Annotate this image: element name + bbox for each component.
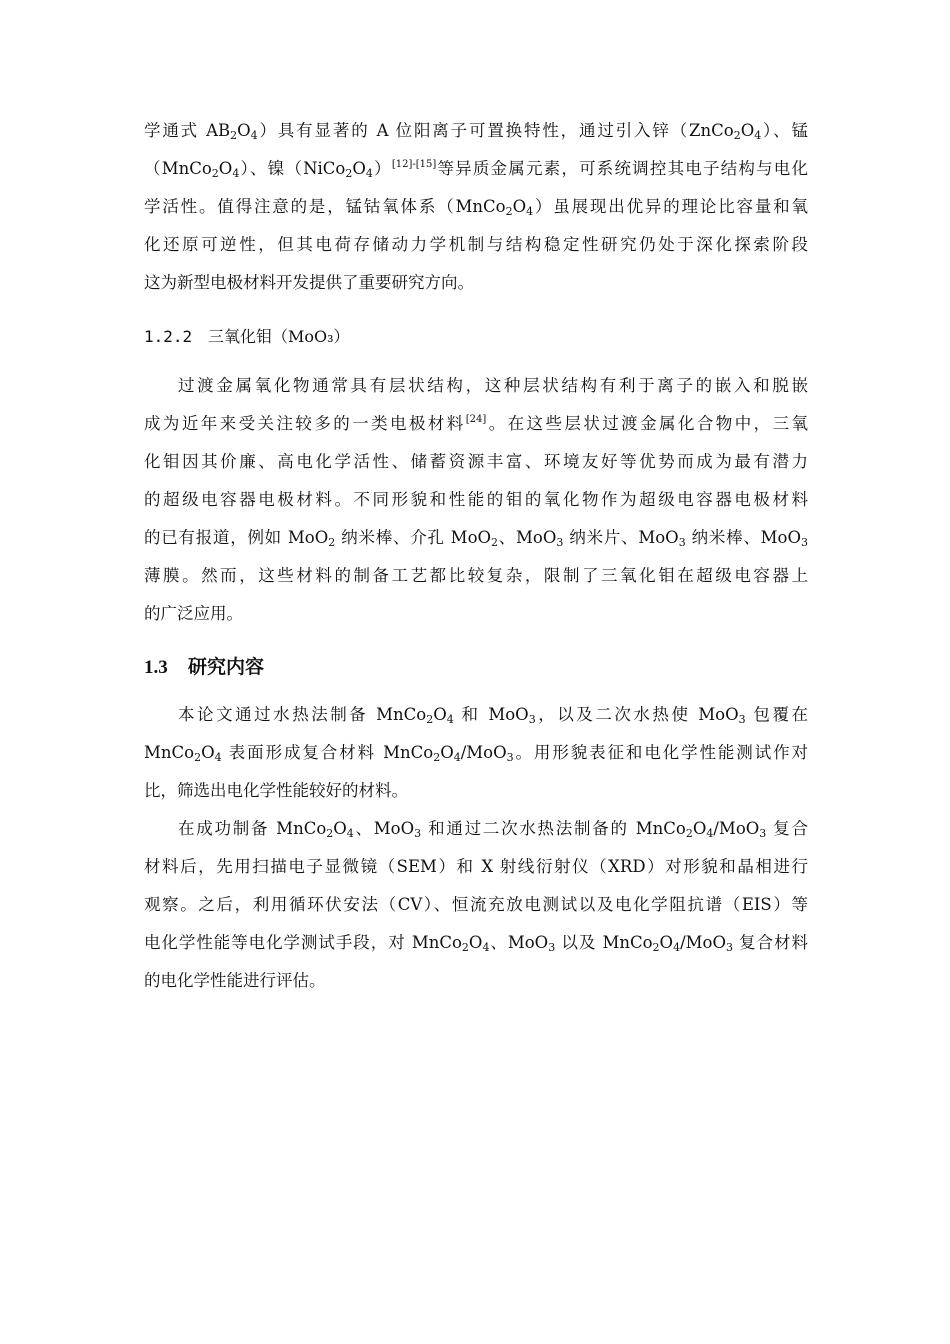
section-heading <box>144 318 808 356</box>
paragraph-line: 电化学性能等电化学测试手段，对 $MnCo_2O_4$、MoO$_3$ 以及 $MnCo_2O_4/MoO_3$ 复合材料 <box>144 933 808 954</box>
paragraph-line: 材料后，先用扫描电子显微镜（SEM）和 X 射线衍射仪（XRD）对形貌和晶相进行 <box>144 857 808 876</box>
citation: [24] <box>465 414 487 425</box>
section-title: 三氧化钼（MoO₃） <box>208 327 350 346</box>
paragraph-line: 学通式 $AB_2O_4$）具有显著的 A 位阳离子可置换特性，通过引入锌$(ZnCo_2O_4)$、锰 <box>144 121 808 142</box>
paragraph-line: 过渡金属氧化物通常具有层状结构，这种层状结构有利于离子的嵌入和脱嵌 <box>178 376 808 395</box>
paragraph-line: 的广泛应用。 <box>144 604 243 623</box>
section-heading <box>144 648 808 686</box>
citation: [12]-[15] <box>391 159 437 170</box>
paragraph-line: 在成功制备 $MnCo_2O_4$、MoO$_3$ 和通过二次水热法制备的 $MnCo_2O_4/MoO_3$ 复合 <box>178 819 809 840</box>
section-number: 1.2.2 <box>144 327 193 346</box>
paragraph-line: $(MnCo_2O_4)$、镍$(NiCo_2O_4)[12]-[15]$等异质金属元素，可系统调控其电子结构与电化 <box>144 159 809 180</box>
paragraph-line: 成为近年来受关注较多的一类电极材料[24]。在这些层状过渡金属化合物中，三氧 <box>144 414 809 433</box>
section-number: 1.3 <box>144 657 168 678</box>
paragraph-line: 观察。之后，利用循环伏安法（CV）、恒流充放电测试以及电化学阻抗谱（EIS）等 <box>144 895 808 914</box>
section-title: 研究内容 <box>188 656 265 678</box>
paragraph-line: 这为新型电极材料开发提供了重要研究方向。 <box>144 273 474 292</box>
paragraph-line: 比，筛选出电化学性能较好的材料。 <box>144 781 408 800</box>
paragraph-line: 的电化学性能进行评估。 <box>144 971 326 990</box>
paragraph-line: 薄膜。然而，这些材料的制备工艺都比较复杂，限制了三氧化钼在超级电容器上 <box>144 566 808 585</box>
paragraph-line: $MnCo_2O_4$ 表面形成复合材料 $MnCo_2O_4/MoO_3$。用形貌表征和电化学性能测试作对 <box>144 743 809 764</box>
paragraph-line: 化还原可逆性，但其电荷存储动力学机制与结构稳定性研究仍处于深化探索阶段 <box>144 235 808 254</box>
paragraph-line: 本论文通过水热法制备 $MnCo_2O_4$ 和 MoO$_3$，以及二次水热使 MoO$_3$ 包覆在 <box>178 705 808 726</box>
paragraph-line: 的超级电容器电极材料。不同形貌和性能的钼的氧化物作为超级电容器电极材料 <box>144 490 808 509</box>
paragraph-line: 学活性。值得注意的是，锰钴氧体系$(MnCo_2O_4)$虽展现出优异的理论比容量和氧 <box>144 197 808 218</box>
paragraph-line: 化钼因其价廉、高电化学活性、储蓄资源丰富、环境友好等优势而成为最有潜力 <box>144 452 808 471</box>
paragraph-line: 的已有报道，例如 MoO$_2$ 纳米棒、介孔 MoO$_2$、MoO$_3$ 纳米片、MoO$_3$ 纳米棒、MoO$_3$ <box>144 528 808 549</box>
